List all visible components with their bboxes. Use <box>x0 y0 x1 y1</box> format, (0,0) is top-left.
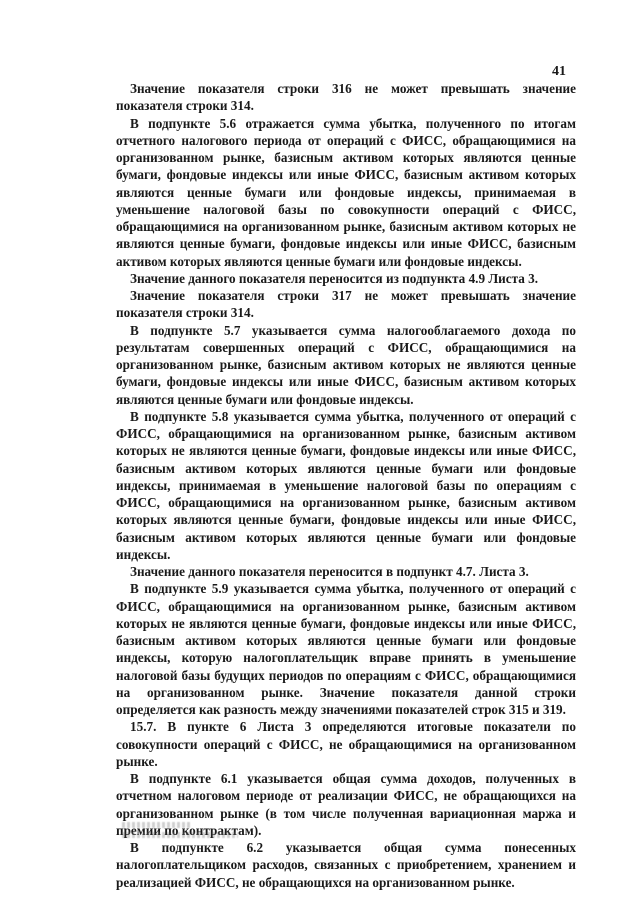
paragraph: Значение данного показателя переносится в подпункт 4.7. Листа 3. <box>130 564 529 579</box>
paragraph: Значение показателя строки 316 не может превышать значение показателя строки 314. <box>116 81 576 114</box>
page-number: 41 <box>552 64 566 79</box>
paragraph: В подпункте 6.1 указывается общая сумма доходов, полученных в отчетном налоговом периоде от реализации ФИСС, не обращающихся на организованном рынке (в том числе полученная вариационная маржа и премии по контрактам). <box>116 771 576 838</box>
paragraph: Значение данного показателя переносится из подпункта 4.9 Листа 3. <box>130 270 539 286</box>
paragraph: В подпункте 5.9 указывается сумма убытка, полученного от операций с ФИСС, обращающимися на организованном рынке, базисным активом которых не являются ценные бумаги, фондовые индексы или иные ФИСС, базисным активом которых являются ценные бумаги или фондовые индексы, которую налогоплательщик вправе принять в уменьшение налоговой базы будущих периодов по операциям с ФИСС, обращающимися на организованном рынке. Значение показателя данной строки определяется как разность между значениями показателей строк 315 и 319. <box>116 581 576 717</box>
paragraph: 15.7. В пункте 6 Листа 3 определяются итоговые показатели по совокупности операций с ФИСС, не обращающимися на организованном рынке. <box>116 719 576 769</box>
paragraph: В подпункте 5.7 указывается сумма налогооблагаемого дохода по результатам совершенных операций с ФИСС, обращающимися на организованном рынке, базисным активом которых не являются ценные бумаги, фондовые индексы или иные ФИСС, базисным активом которых являются ценные бумаги или фондовые индексы. <box>116 322 576 407</box>
paragraph: В подпункте 5.6 отражается сумма убытка, полученного по итогам отчетного налогового периода от операций с ФИСС, обращающимися на организованном рынке, базисным активом которых являются ценные бумаги, фондовые индексы или иные ФИСС, базисным активом которых являются ценные бумаги или фондовые индексы, принимаемая в уменьшение налоговой базы по совокупности операций с ФИСС, обращающимися на организованном рынке, базисным активом которых не являются ценные бумаги, фондовые индексы или иные ФИСС, базисным активом которых являются ценные бумаги или фондовые индексы. <box>116 115 576 269</box>
paragraph: В подпункте 5.8 указывается сумма убытка, полученного от операций с ФИСС, обращающимися на организованном рынке, базисным активом которых не являются ценные бумаги, фондовые индексы или иные ФИСС, базисным активом которых являются ценные бумаги или фондовые индексы, принимаемая в уменьшение налоговой базы по операциям с ФИСС, обращающимися на организованном рынке, базисным активом которых являются ценные бумаги, фондовые индексы или иные ФИСС, базисным активом которых являются ценные бумаги или фондовые индексы. <box>116 408 576 562</box>
document-body <box>116 80 576 891</box>
faint-stamp <box>122 822 242 844</box>
paragraph: Значение показателя строки 317 не может превышать значение показателя строки 314. <box>116 288 576 321</box>
paragraph: В подпункте 6.2 указывается общая сумма понесенных налогоплательщиком расходов, связанных с приобретением, хранением и реализацией ФИСС, не обращающихся на организованном рынке. <box>116 840 576 890</box>
